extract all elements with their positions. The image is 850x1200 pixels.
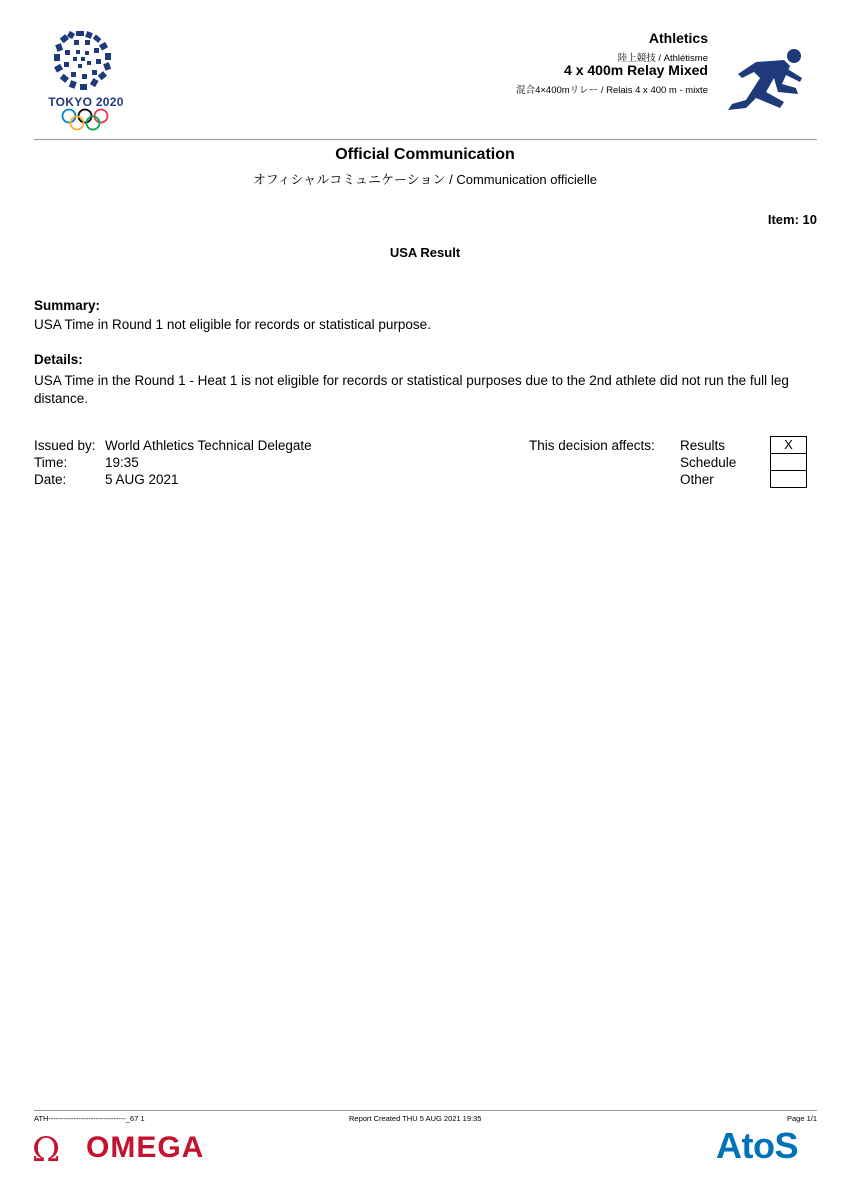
footer-divider	[34, 1110, 817, 1111]
affects-schedule-checkbox	[770, 453, 807, 471]
sport-translations: 陸上競技 / Athlétisme	[617, 53, 708, 64]
affects-other-label: Other	[680, 472, 714, 487]
olympic-rings-icon	[60, 108, 110, 132]
event-name: 4 x 400m Relay Mixed	[564, 62, 708, 78]
athletics-runner-pictogram-icon	[726, 48, 808, 112]
footer-report-created: Report Created THU 5 AUG 2021 19:35	[349, 1114, 482, 1123]
affects-other-checkbox	[770, 470, 807, 488]
event-translations: 混合4×400mリレー / Relais 4 x 400 m - mixte	[516, 85, 708, 96]
time-value: 19:35	[105, 455, 139, 470]
communication-heading: USA Result	[389, 245, 461, 260]
document-title: Official Communication	[335, 146, 515, 163]
header-divider	[34, 139, 817, 140]
omega-symbol-icon: Ω	[32, 1130, 61, 1170]
atos-logo: AtoS	[716, 1125, 798, 1166]
affects-label: This decision affects:	[529, 438, 655, 453]
summary-text: USA Time in Round 1 not eligible for records or statistical purpose.	[34, 317, 431, 332]
games-logo-text: TOKYO 2020	[48, 95, 124, 109]
summary-label: Summary:	[34, 298, 101, 313]
date-value: 5 AUG 2021	[105, 472, 179, 487]
details-label: Details:	[34, 352, 83, 367]
affects-results-label: Results	[680, 438, 726, 453]
issued-by-value: World Athletics Technical Delegate	[105, 438, 312, 453]
footer-page-number: Page 1/1	[786, 1114, 817, 1123]
affects-schedule-label: Schedule	[680, 455, 737, 470]
tokyo-2020-emblem-icon	[52, 30, 114, 92]
details-text: USA Time in the Round 1 - Heat 1 is not eligible for records or statistical purposes due to the 2nd athlete did not run the full leg distance.	[34, 373, 789, 406]
time-label: Time:	[34, 455, 68, 470]
date-label: Date:	[34, 472, 67, 487]
sport-name: Athletics	[648, 30, 708, 46]
footer-report-code: ATH-------------------------------_67 1	[34, 1114, 145, 1123]
document-subtitle: オフィシャルコミュニケーション / Communication officielle	[252, 172, 598, 187]
omega-logo: OMEGA	[86, 1131, 205, 1164]
affects-results-checkbox: X	[770, 436, 807, 454]
issued-by-label: Issued by:	[34, 438, 96, 453]
item-number: Item: 10	[767, 212, 817, 227]
